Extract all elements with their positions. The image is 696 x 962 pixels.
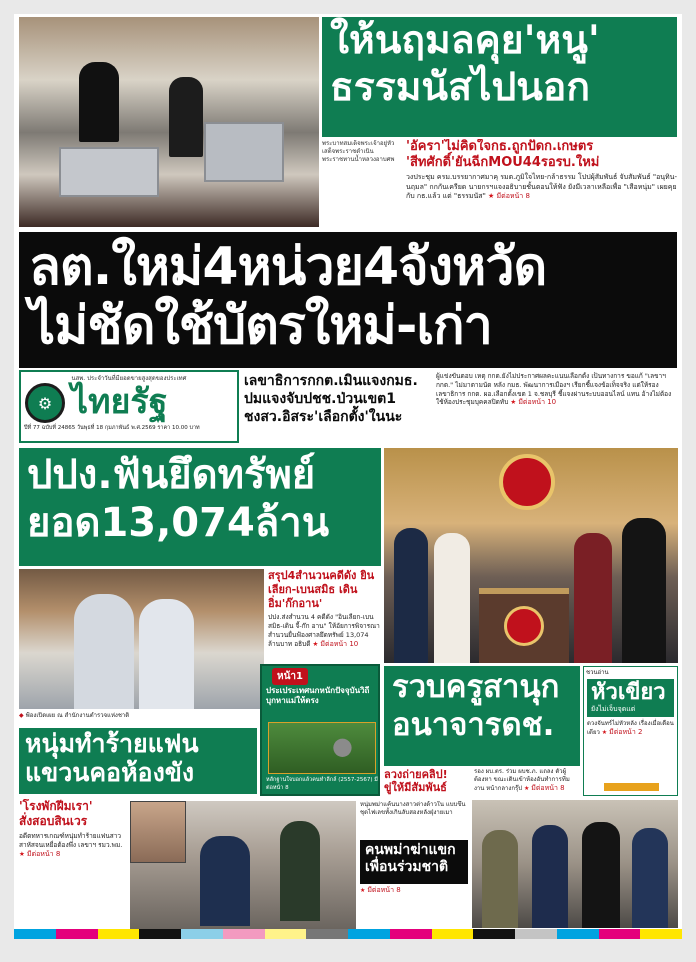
rescue-sub-headline1: ลวงถ่ายคลิป!: [384, 768, 448, 781]
bottom-left-story: [19, 799, 127, 929]
rescue-headline-line2: อนาจารดช.: [392, 706, 555, 743]
asset-headline-line1: ปปง.ฟันยึดทรัพย์: [27, 452, 316, 498]
silver-casket-2: [204, 122, 284, 182]
promo-title: [266, 686, 376, 706]
rescue-subnews: [384, 768, 472, 802]
promo-image: [268, 722, 376, 774]
promo-footer: [266, 776, 378, 792]
masthead-tagline: นสพ. ประจำวันที่มียอดขายสูงสุดของประเทศ: [71, 375, 187, 382]
star-icon: ★: [488, 192, 495, 201]
person-figure: [532, 825, 568, 928]
rescue-more-link[interactable]: มีต่อหน้า 8: [531, 784, 565, 793]
star-icon: ★: [19, 849, 25, 858]
suspect-portrait-inset: [130, 801, 186, 863]
rescue-headline-box: [384, 666, 580, 766]
top-sub-headline2: 'สีทศักดิ์'ยันฉีกMOU44รอรบ.ใหม่: [406, 154, 600, 170]
star-icon: ★: [601, 729, 608, 737]
green-corner-title-box: [587, 679, 674, 717]
star-icon: ★: [360, 887, 366, 894]
person-figure: [79, 62, 119, 142]
election-more-link[interactable]: มีต่อหน้า 10: [518, 398, 557, 407]
emblem-circle: [499, 454, 555, 510]
bottom-left-headline2: สั่งสอบสินเวร: [19, 814, 88, 828]
asset-headline-line2: ยอด13,074ล้าน: [27, 500, 330, 546]
promo-badge: [272, 668, 308, 685]
asset-more-link[interactable]: มีต่อหน้า 10: [320, 639, 359, 648]
bottom-right-more: [360, 886, 468, 926]
star-icon: ★: [510, 398, 517, 407]
press-conference-photo: [384, 448, 678, 663]
main-headline-line1: ลต.ใหม่4หน่วย4จังหวัด: [29, 237, 547, 297]
royal-photo-caption: [322, 140, 402, 228]
rescue-body-text: รอง ผบ.ตร. ร่วม ผบช.ภ. แถลง ตัวผู้ต้องหา ขณะเดินเข้าห้องอันทำการทีมงาน หน้ากลางกรุ๊ป: [474, 768, 570, 793]
election-body: [436, 372, 678, 444]
top-sub-body-text: วงประชุม ครม.บรรยากาศมาคุ รมต.ภูมิใจไทย-กล้าธรรม โปปผุ้สัมพันธ์ จับสัมพันธ์ "อนุทิน-นฤมล" กกกันเครียด นายกรฯแจงอธิบายชั้นตอนให้ฟัง ยังมีเวลาเหลือเพื่อ "เสือหนุ่ม" เผยคุยกับ กธ.แล้ว แต่ "ธรรมนัส": [406, 173, 677, 201]
bottom-left-more-link[interactable]: มีต่อหน้า 8: [26, 849, 61, 858]
top-more-link[interactable]: มีต่อหน้า 8: [496, 192, 530, 201]
bottom-right-headline-box: [360, 840, 468, 884]
bottom-right-more-link[interactable]: มีต่อหน้า 8: [367, 886, 401, 894]
main-headline-box: [19, 232, 677, 368]
asset-sub-headline: สรุป4สำนวนคดีดัง ยินเลียก-เบนสมิธ เดินอิ่ม'ก๊กอาน': [268, 569, 375, 610]
green-corner-label: ชวนอ่าน: [586, 669, 609, 676]
pet-headline-box: [19, 728, 257, 794]
election-sub-headline2: ปมแจงจับปชช.ป่วนเขต1: [244, 391, 396, 408]
top-subnews: [406, 139, 678, 229]
bottom-left-body: [19, 832, 127, 859]
top-sub-headline1: 'อัครา'ไม่คิดใจกธ.ถูกปัดก.เกษตร: [406, 139, 594, 154]
election-subnews: [244, 372, 432, 444]
person-figure: [394, 528, 428, 663]
pet-caption-marker: ◆: [19, 712, 24, 719]
emblem-icon: ⚙: [25, 383, 65, 423]
masthead: [19, 370, 239, 443]
top-headline-line2: ธรรมนัสไปนอก: [330, 64, 590, 110]
promo-more-link[interactable]: มีต่อหน้า 8: [266, 777, 378, 791]
green-corner-body-text: ดวงจันทร์ไม่หัวหลัง เรื่องเมื่อเดือนเดียว: [587, 720, 674, 737]
asset-body: [268, 613, 380, 649]
person-figure: [574, 533, 612, 663]
green-corner-body: [584, 717, 677, 741]
person-figure-2: [169, 77, 203, 157]
rescue-headline-line1: รวบครูสานุก: [392, 669, 560, 705]
rescue-sub-headline2: ขู่ให้มีสัมพันธ์: [384, 781, 447, 795]
promo-title-text: ประเประเทศนกหนักปัจจุบันวิถีบุกหาแม่ให้ตรง: [266, 686, 370, 705]
promo-badge-text: หน้า1: [277, 671, 304, 682]
top-headline-box: [322, 17, 677, 137]
top-headline-line1: ให้นฤมลคุย'หนู': [330, 18, 600, 63]
green-corner-box[interactable]: [583, 666, 678, 796]
person-figure: [622, 518, 666, 663]
bottom-left-body-text: อดีตทหารเกณฑ์หนุ่มทำร้ายแฟนสาวสาหัสจนเหยื่อต้องพึ่ง เลขาฯ รมว.พม.: [19, 832, 123, 849]
arrest-photo: [130, 801, 356, 929]
pet-headline-line2: แขวนคอห้องขัง: [25, 758, 195, 788]
bottom-left-headline1: 'โรงพักฝีมเรา': [19, 799, 93, 813]
top-sub-body: [406, 173, 678, 201]
pet-caption-text: ฟ้องเปิดเผย ณ สำนักงานตำรวจแห่งชาติ: [25, 712, 130, 719]
masthead-info: ปีที่ 77 ฉบับที่ 24865 วันพุธที่ 18 กุมภาพันธ์ พ.ศ.2569 ราคา 10.00 บาท: [24, 425, 200, 431]
pet-headline-line1: หนุ่มทำร้ายแฟน: [25, 729, 199, 758]
person-figure: [74, 594, 134, 709]
asset-headline-box: [19, 448, 381, 566]
main-headline-line2: ไม่ชัดใช้บัตรใหม่-เก่า: [29, 295, 492, 356]
bottom-right-headline1: คนพม่าฆ่าแขก: [365, 842, 456, 858]
rescue-body: [474, 768, 580, 804]
royal-ceremony-photo: [19, 17, 319, 227]
person-figure: [482, 830, 518, 928]
bottom-right-caption: [360, 801, 468, 837]
election-body-text: ผู้แข่งขันตอบ เหตุ กกต.ยังไม่ประกาศผลคะแนนเลือกตั้ง เป็นทางการ ขอแก้ "เลขาฯ กกต." ไม่มาตามนัด หลัง กมธ. พัฒนาการเมืองฯ เรียกชี้แจงข้อเท็จจริง แต่ให้รองเลขาธิการ กกต. ผอ.เลือกตั้งเขต 1 จ.ชลบุรี ชี้แจงผ่านระบบออนไลน์ แทน อ้างไม่ต้องใช้ห้องประชุมบุคคลปิดทับ: [436, 372, 672, 407]
green-corner-subtitle: ยังไม่เจ็บจุดแต่: [591, 705, 636, 714]
person-figure: [582, 822, 620, 928]
election-sub-headline1: เลขาธิการกกต.เมินแจงกมธ.: [244, 373, 418, 389]
newspaper-front-page: [14, 14, 682, 939]
promo-footer-text: หลักฐานใจบอกแล้วคนทำลีกล์ (2557-2567): [266, 777, 373, 783]
green-corner-bar: [604, 783, 659, 791]
star-icon: ★: [312, 639, 319, 648]
royal-photo-caption-text: พระบาทสมเด็จพระเจ้าอยู่หัว เสด็จพระราชดำเนิน พระราชทานน้ำหลวงอาบศพ: [322, 140, 395, 164]
asset-body-text: ปปง.ส่งสำนวน 4 คดีดัง "อินเลียก-เบน สมิธ-เดิน จี้-ก๊ก อาน" ให้อัยการพิจารณาสำนวนยื่นฟ้องศาลยึดทรัพย์ 13,074 ล้านบาท อธิบดี: [268, 613, 380, 648]
pet-caption: [19, 712, 257, 726]
person-figure: [200, 836, 250, 926]
person-figure: [139, 599, 194, 709]
star-icon: ★: [523, 785, 530, 793]
green-corner-title: หัวเขียว: [591, 680, 666, 706]
silver-casket: [59, 147, 159, 197]
promo-box[interactable]: [260, 664, 380, 796]
color-registration-strip: [14, 929, 682, 939]
green-corner-more-link[interactable]: มีต่อหน้า 2: [609, 728, 643, 737]
police-arrest-photo: [472, 800, 678, 928]
person-figure: [434, 533, 470, 663]
election-sub-headline3: ชงสว.อิสระ'เลือกตั้ง'ในนะ: [244, 409, 403, 426]
person-figure: [280, 821, 320, 921]
masthead-logo: ไทยรัฐ: [71, 382, 168, 423]
podium-emblem: [504, 606, 544, 646]
elephant-icon: ●: [332, 732, 353, 760]
bottom-right-caption-text: หนุ่มพม่าแค้นนางสาวต่างด้าวใน แบบขึ้นชุดไฟเลขทั้งเกินลับสองหลังฝุ่งายเมา: [360, 801, 466, 817]
person-figure: [632, 828, 668, 928]
bottom-right-headline2: เพื่อนร่วมชาติ: [365, 858, 449, 875]
asset-officials-photo: [19, 569, 264, 709]
